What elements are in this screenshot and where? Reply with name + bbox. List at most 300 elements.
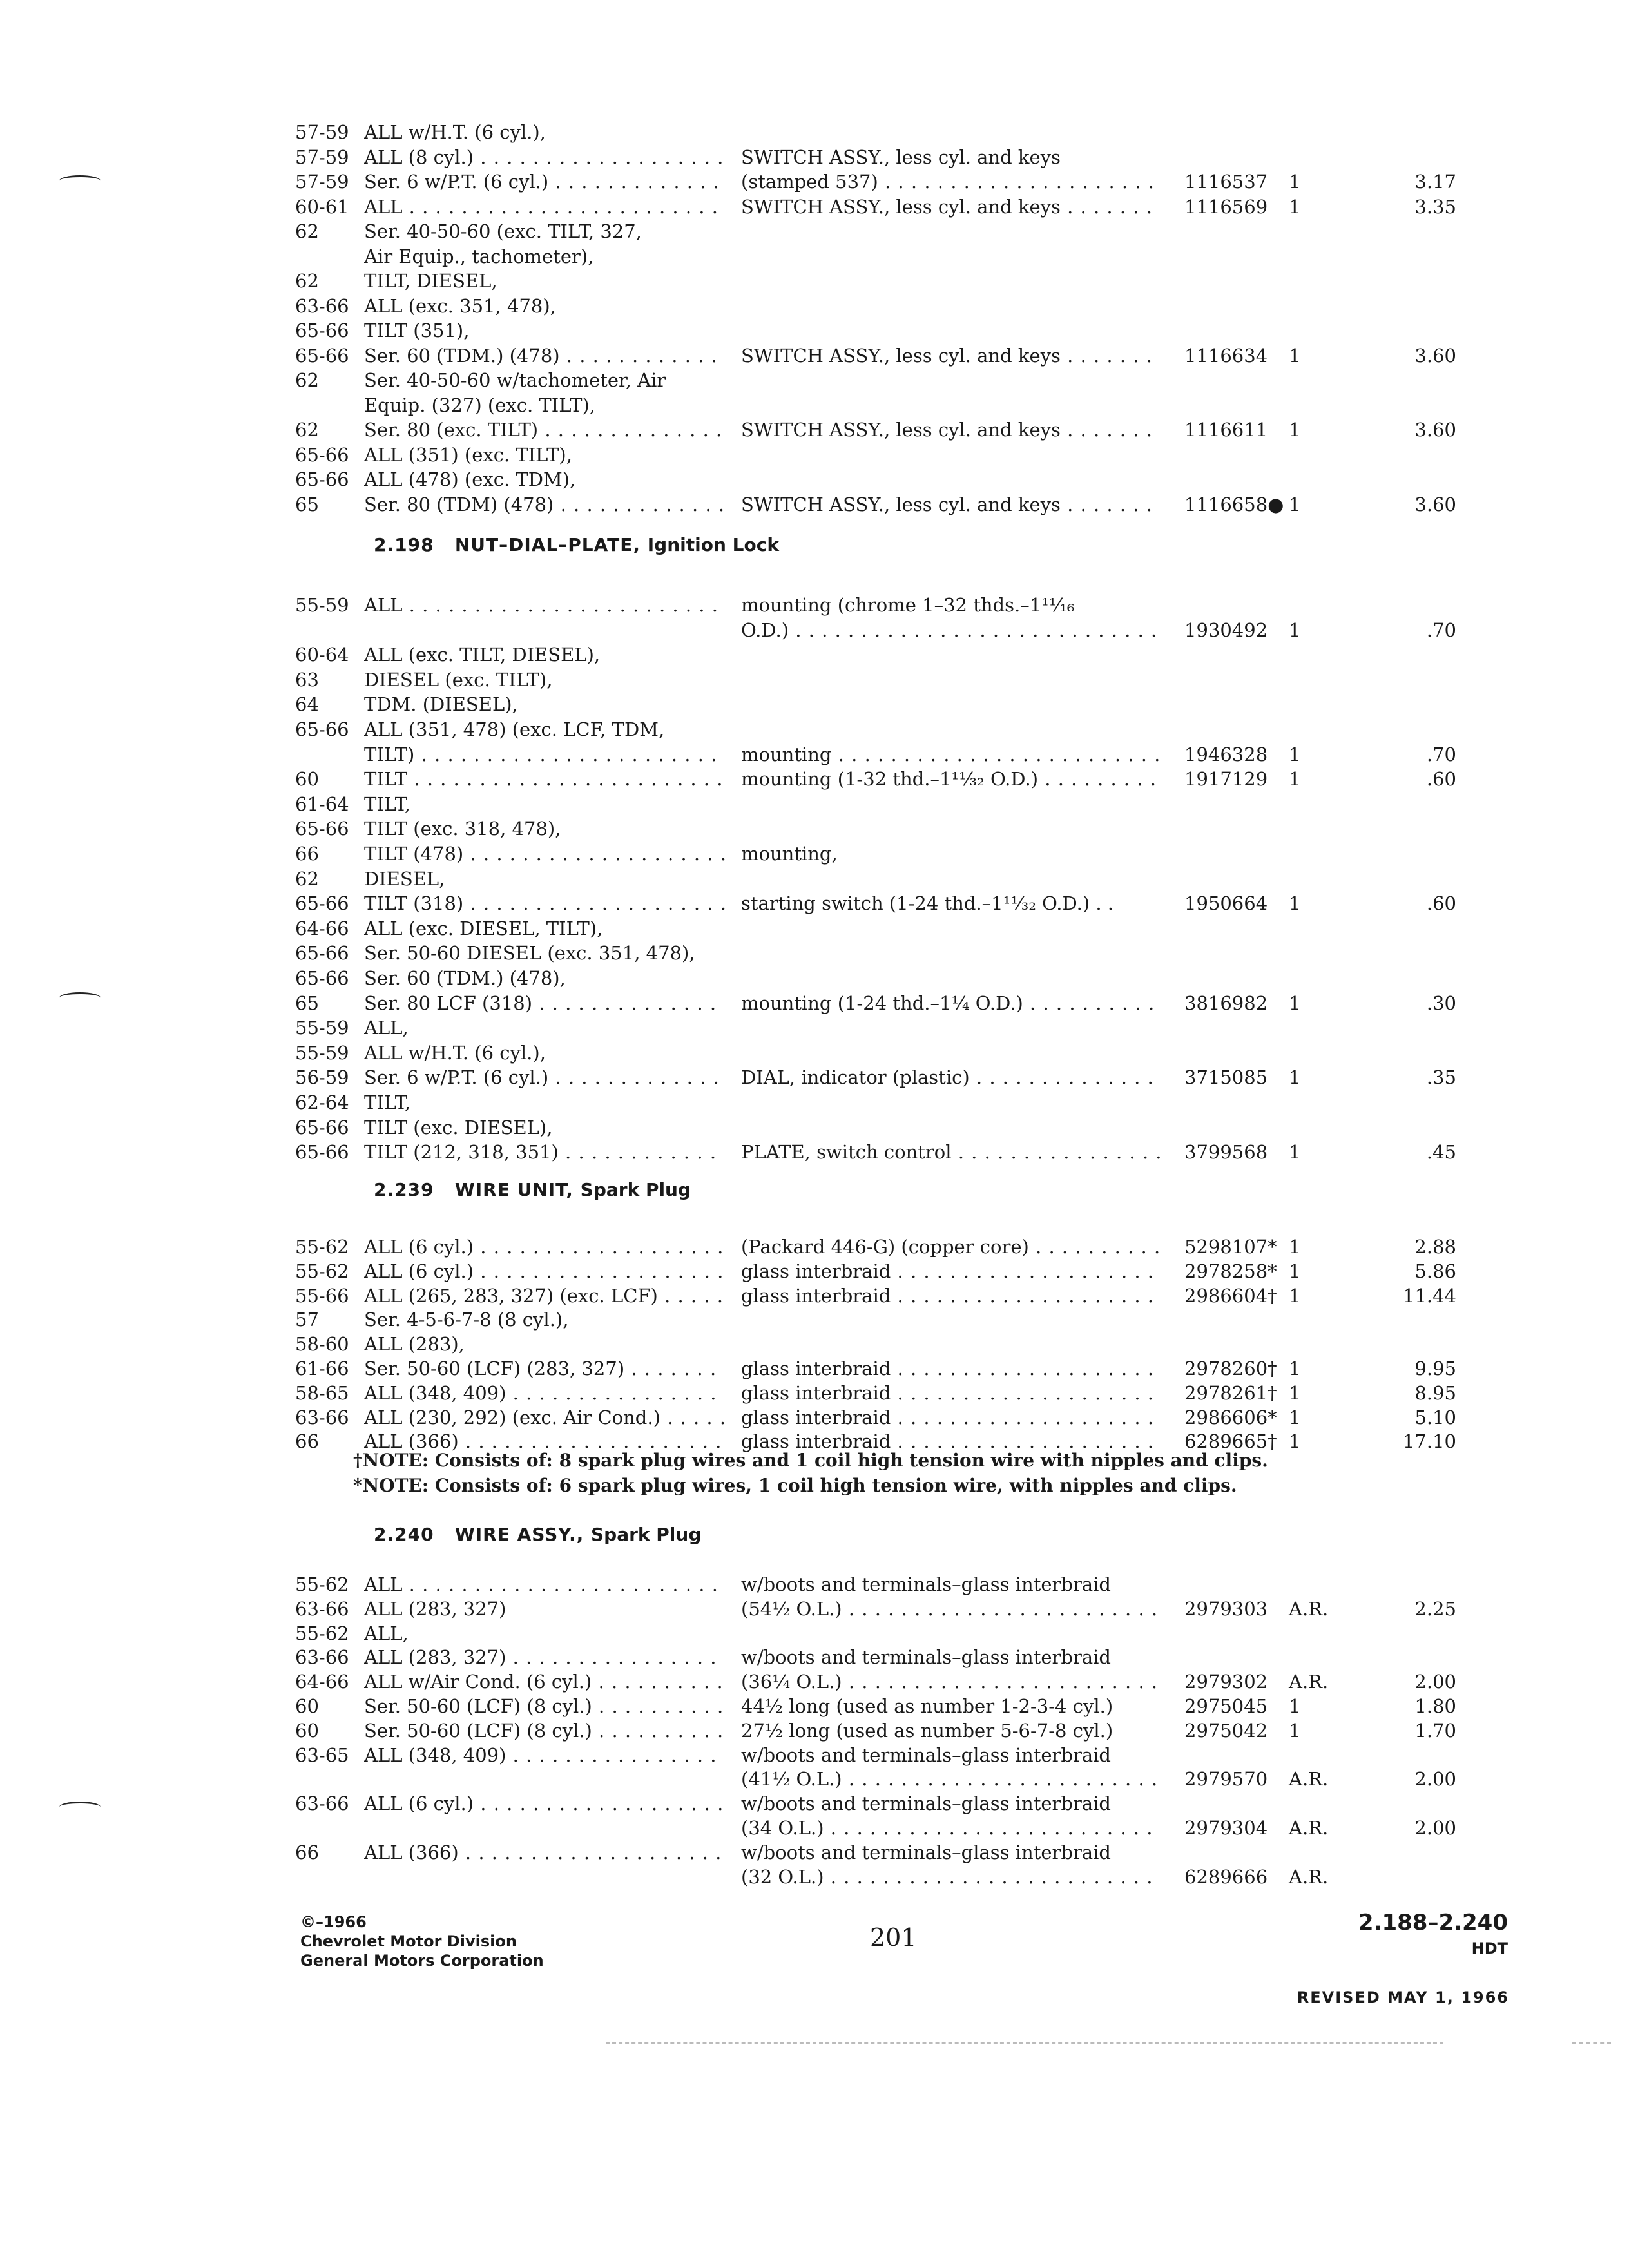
part-number: 1116537	[1184, 171, 1268, 193]
model-year: 65-66	[295, 1116, 349, 1139]
catalog-row	[0, 593, 1629, 617]
model-application: Ser. 50-60 DIESEL (exc. 351, 478),	[364, 942, 695, 965]
model-year: 66	[295, 1430, 319, 1453]
model-year: 65-66	[295, 818, 349, 840]
dagger-note: †NOTE: Consists of: 8 spark plug wires and 1 coil high tension wire with nipples and clips.	[353, 1450, 1268, 1471]
part-number: 6289666	[1184, 1865, 1268, 1888]
catalog-row	[0, 393, 1629, 418]
part-description: mounting (chrome 1–32 thds.–1¹¹⁄₁₆	[741, 594, 1075, 616]
catalog-row	[0, 120, 1629, 144]
quantity: 1	[1289, 768, 1301, 791]
part-description: glass interbraid . . .	[741, 1405, 1160, 1430]
price: 3.60	[1414, 419, 1456, 441]
quantity: 1	[1289, 1430, 1301, 1453]
catalog-row	[0, 1791, 1629, 1816]
catalog-row	[0, 269, 1629, 293]
model-application: ALL (478) (exc. TDM),	[364, 468, 576, 490]
part-number: 5298107*	[1184, 1236, 1277, 1258]
part-number: 1116611	[1184, 419, 1268, 441]
model-year: 55-66	[295, 1284, 349, 1307]
catalog-row	[0, 1572, 1629, 1597]
catalog-row	[0, 1694, 1629, 1718]
section-name: WIRE UNIT,	[454, 1179, 574, 1200]
model-year: 62-64	[295, 1091, 349, 1113]
model-application: Ser. 50-60 (LCF) (8 cyl.) . . .	[364, 1694, 725, 1718]
catalog-row	[0, 1767, 1629, 1791]
quantity: 1	[1289, 1284, 1301, 1307]
model-application: ALL (366) . . .	[364, 1840, 725, 1865]
catalog-row	[0, 1283, 1629, 1308]
model-year: 64-66	[295, 917, 349, 939]
model-year: 65-66	[295, 892, 349, 915]
scan-edge-line	[606, 2042, 1443, 2044]
model-application: ALL w/H.T. (6 cyl.),	[364, 1041, 546, 1064]
quantity: 1	[1289, 493, 1301, 515]
catalog-row	[0, 717, 1629, 742]
model-application: TILT, DIESEL,	[364, 270, 497, 292]
model-year: 55-59	[295, 1017, 349, 1039]
model-application: ALL (348, 409) . . .	[364, 1381, 725, 1405]
price: 11.44	[1402, 1284, 1456, 1307]
model-year: 65-66	[295, 718, 349, 740]
catalog-row	[0, 1621, 1629, 1646]
model-year: 65-66	[295, 942, 349, 965]
model-application: TILT,	[364, 1091, 410, 1113]
model-year: 64	[295, 693, 319, 716]
part-number: 3816982	[1184, 992, 1268, 1014]
model-application: TILT (212, 318, 351) . . .	[364, 1140, 725, 1164]
part-description: SWITCH ASSY., less cyl. and keys	[741, 146, 1061, 168]
catalog-row	[0, 1259, 1629, 1283]
model-application: ALL (283, 327)	[364, 1597, 506, 1620]
catalog-row	[0, 244, 1629, 269]
section-number: 2.239	[374, 1179, 434, 1200]
part-number: 2986606*	[1184, 1406, 1277, 1428]
catalog-row	[0, 1381, 1629, 1405]
part-description: glass interbraid . . .	[741, 1381, 1160, 1405]
model-application: ALL (exc. DIESEL, TILT),	[364, 917, 603, 939]
part-description: mounting (1-32 thd.–1¹¹⁄₃₂ O.D.) . . .	[741, 767, 1160, 791]
model-year: 60	[295, 1695, 319, 1717]
part-number: 1116634	[1184, 344, 1268, 367]
part-number: 2979570	[1184, 1768, 1268, 1791]
price: .70	[1426, 743, 1456, 765]
catalog-row	[0, 1356, 1629, 1381]
model-application: Ser. 40-50-60 w/tachometer, Air	[364, 369, 666, 391]
model-year: 56-59	[295, 1066, 349, 1089]
part-description: glass interbraid . . .	[741, 1356, 1160, 1381]
catalog-row	[0, 318, 1629, 343]
section-range: 2.188–2.240	[1358, 1910, 1508, 1936]
catalog-row	[0, 941, 1629, 965]
model-year: 61-66	[295, 1358, 349, 1379]
catalog-row	[0, 1115, 1629, 1140]
part-description: w/boots and terminals–glass interbraid	[741, 1646, 1111, 1669]
model-application: ALL w/H.T. (6 cyl.),	[364, 121, 546, 143]
catalog-row	[0, 1840, 1629, 1865]
section-heading-2-198	[374, 532, 779, 558]
model-year: 60	[295, 768, 319, 791]
part-number: 3799568	[1184, 1141, 1268, 1164]
model-application: Air Equip., tachometer),	[364, 245, 594, 267]
part-description: SWITCH ASSY., less cyl. and keys . . .	[741, 418, 1160, 442]
catalog-row	[0, 145, 1629, 169]
model-year: 63-66	[295, 1597, 349, 1620]
binder-hole-mark	[59, 175, 101, 186]
part-description: w/boots and terminals–glass interbraid	[741, 1573, 1111, 1595]
part-number: 1917129	[1184, 768, 1268, 791]
price: 9.95	[1414, 1358, 1456, 1379]
model-application: ALL (265, 283, 327) (exc. LCF) . . .	[364, 1283, 725, 1308]
model-year: 63-66	[295, 1646, 349, 1669]
part-description: (Packard 446-G) (copper core) . . .	[741, 1235, 1160, 1259]
model-application: ALL . . .	[364, 1572, 725, 1597]
part-number: 2986604†	[1184, 1284, 1277, 1307]
catalog-row	[0, 492, 1629, 517]
catalog-row	[0, 1332, 1629, 1356]
quantity: A.R.	[1289, 1817, 1329, 1839]
model-application: ALL (6 cyl.) . . .	[364, 1235, 725, 1259]
catalog-row	[0, 1718, 1629, 1743]
quantity: A.R.	[1289, 1865, 1329, 1888]
copyright: ©–1966	[300, 1913, 367, 1931]
model-application: Ser. 40-50-60 (exc. TILT, 327,	[364, 220, 642, 242]
price: 5.10	[1414, 1406, 1456, 1428]
quantity: 1	[1289, 992, 1301, 1014]
part-number: 2979303	[1184, 1597, 1268, 1620]
model-year: 63-66	[295, 294, 349, 317]
part-description: SWITCH ASSY., less cyl. and keys . . .	[741, 343, 1160, 368]
section-number: 2.240	[374, 1524, 434, 1545]
catalog-row	[0, 418, 1629, 442]
quantity: 1	[1289, 619, 1301, 641]
model-year: 66	[295, 1841, 319, 1863]
catalog-row	[0, 1235, 1629, 1259]
quantity: A.R.	[1289, 1768, 1329, 1791]
part-number: 2975042	[1184, 1719, 1268, 1742]
revision-date: REVISED MAY 1, 1966	[1296, 1988, 1509, 2006]
part-number: 6289665†	[1184, 1430, 1277, 1453]
model-year: 62	[295, 867, 319, 890]
part-number: 2978260†	[1184, 1358, 1277, 1379]
catalog-code: HDT	[1471, 1939, 1508, 1957]
model-year: 55-62	[295, 1236, 349, 1258]
price: 8.95	[1414, 1381, 1456, 1404]
model-application: ALL (6 cyl.) . . .	[364, 1259, 725, 1283]
part-description: 27½ long (used as number 5-6-7-8 cyl.)	[741, 1719, 1113, 1742]
model-year: 64-66	[295, 1671, 349, 1693]
part-number: 1930492	[1184, 619, 1268, 641]
model-application: ALL (exc. TILT, DIESEL),	[364, 644, 601, 666]
part-description: (36¼ O.L.) . . .	[741, 1669, 1160, 1694]
price: 1.70	[1414, 1719, 1456, 1742]
part-description: (41½ O.L.) . . .	[741, 1767, 1160, 1791]
catalog-row	[0, 1015, 1629, 1040]
catalog-row	[0, 618, 1629, 642]
price: 2.25	[1414, 1597, 1456, 1620]
section-number: 2.198	[374, 534, 434, 555]
model-application: TILT . . .	[364, 767, 725, 791]
part-description: (54½ O.L.) . . .	[741, 1597, 1160, 1621]
catalog-row	[0, 195, 1629, 219]
model-application: ALL (351) (exc. TILT),	[364, 443, 572, 466]
part-number: 1950664	[1184, 892, 1268, 915]
section-subname: Spark Plug	[580, 1179, 691, 1200]
catalog-row	[0, 1140, 1629, 1164]
quantity: 1	[1289, 171, 1301, 193]
quantity: A.R.	[1289, 1671, 1329, 1693]
model-year: 58-60	[295, 1333, 349, 1356]
quantity: 1	[1289, 1066, 1301, 1089]
part-description: glass interbraid . . .	[741, 1429, 1160, 1454]
part-description: mounting,	[741, 843, 838, 865]
model-year: 63	[295, 668, 319, 691]
model-year: 65-66	[295, 320, 349, 341]
model-application: Ser. 4-5-6-7-8 (8 cyl.),	[364, 1309, 569, 1331]
model-year: 65-66	[295, 1141, 349, 1164]
part-description: SWITCH ASSY., less cyl. and keys . . .	[741, 195, 1160, 219]
catalog-row	[0, 742, 1629, 767]
part-number: 1116569	[1184, 195, 1268, 218]
model-application: ALL (351, 478) (exc. LCF, TDM,	[364, 718, 665, 740]
model-application: TILT,	[364, 793, 410, 815]
model-year: 55-59	[295, 1041, 349, 1064]
model-year: 55-59	[295, 594, 349, 616]
catalog-row	[0, 1743, 1629, 1767]
model-application: ALL w/Air Cond. (6 cyl.) . . .	[364, 1669, 725, 1694]
model-application: TILT (351),	[364, 320, 470, 341]
catalog-row	[0, 642, 1629, 667]
price: .30	[1426, 992, 1456, 1014]
model-year: 65-66	[295, 468, 349, 490]
part-description: (34 O.L.) . . .	[741, 1816, 1160, 1840]
model-application: Ser. 6 w/P.T. (6 cyl.) . . .	[364, 169, 725, 194]
part-description: w/boots and terminals–glass interbraid	[741, 1792, 1111, 1815]
part-description: 44½ long (used as number 1-2-3-4 cyl.)	[741, 1695, 1113, 1717]
quantity: 1	[1289, 1358, 1301, 1379]
price: 2.00	[1414, 1768, 1456, 1791]
price: 2.00	[1414, 1671, 1456, 1693]
model-year: 55-62	[295, 1260, 349, 1282]
scan-edge-line	[1572, 2042, 1611, 2044]
model-year: 58-65	[295, 1381, 349, 1404]
catalog-row	[0, 916, 1629, 941]
model-application: DIESEL,	[364, 867, 445, 890]
price: .60	[1426, 768, 1456, 791]
catalog-row	[0, 668, 1629, 692]
binder-hole-mark	[59, 992, 101, 1003]
model-year: 63-66	[295, 1792, 349, 1815]
catalog-row	[0, 343, 1629, 368]
quantity: 1	[1289, 1141, 1301, 1164]
model-application: ALL,	[364, 1017, 409, 1039]
model-application: Ser. 60 (TDM.) (478),	[364, 967, 566, 989]
model-year: 62	[295, 270, 319, 292]
model-application: TILT (exc. DIESEL),	[364, 1116, 553, 1139]
price: .45	[1426, 1141, 1456, 1164]
catalog-row	[0, 792, 1629, 816]
part-description: PLATE, switch control . . .	[741, 1140, 1160, 1164]
model-application: ALL (348, 409) . . .	[364, 1743, 725, 1767]
model-year: 61-64	[295, 793, 349, 815]
part-description: (stamped 537) . . .	[741, 169, 1160, 194]
catalog-row	[0, 841, 1629, 866]
model-year: 57-59	[295, 171, 349, 193]
catalog-row	[0, 891, 1629, 916]
price: .70	[1426, 619, 1456, 641]
price: 2.88	[1414, 1236, 1456, 1258]
model-application: ALL (283),	[364, 1333, 465, 1356]
model-year: 55-62	[295, 1622, 349, 1644]
model-application: ALL (8 cyl.) . . .	[364, 145, 725, 169]
model-year: 66	[295, 843, 319, 865]
model-year: 57	[295, 1309, 319, 1331]
model-application: Ser. 60 (TDM.) (478) . . .	[364, 343, 725, 368]
section-name: NUT–DIAL–PLATE,	[454, 534, 641, 555]
part-number: 2978261†	[1184, 1381, 1277, 1404]
price: 1.80	[1414, 1695, 1456, 1717]
part-description: mounting (1-24 thd.–1¼ O.D.) . . .	[741, 991, 1160, 1015]
price: 5.86	[1414, 1260, 1456, 1282]
part-description: (32 O.L.) . . .	[741, 1865, 1160, 1889]
model-application: Ser. 80 (TDM) (478) . . .	[364, 492, 725, 517]
catalog-row	[0, 1816, 1629, 1840]
model-application: TILT) . . .	[364, 742, 725, 767]
price: .60	[1426, 892, 1456, 915]
catalog-row	[0, 816, 1629, 841]
model-application: DIESEL (exc. TILT),	[364, 668, 553, 691]
catalog-row	[0, 1669, 1629, 1694]
model-application: ALL (exc. 351, 478),	[364, 294, 556, 317]
model-application: Ser. 80 (exc. TILT) . . .	[364, 418, 725, 442]
catalog-row	[0, 294, 1629, 318]
asterisk-note: *NOTE: Consists of: 6 spark plug wires, 1 coil high tension wire, with nipples and clips.	[353, 1475, 1237, 1496]
price: 3.60	[1414, 344, 1456, 367]
part-number: 1116658●	[1184, 493, 1284, 515]
catalog-row	[0, 966, 1629, 990]
quantity: 1	[1289, 743, 1301, 765]
price: 2.00	[1414, 1817, 1456, 1839]
catalog-row	[0, 1307, 1629, 1332]
quantity: 1	[1289, 195, 1301, 218]
quantity: 1	[1289, 1406, 1301, 1428]
catalog-row	[0, 443, 1629, 467]
model-year: 62	[295, 419, 319, 441]
model-year: 63-65	[295, 1744, 349, 1766]
model-application: ALL (230, 292) (exc. Air Cond.) . . .	[364, 1405, 725, 1430]
section-subname: Spark Plug	[590, 1524, 702, 1545]
part-description: w/boots and terminals–glass interbraid	[741, 1841, 1111, 1863]
catalog-row	[0, 692, 1629, 716]
part-description: mounting . . .	[741, 742, 1160, 767]
price: 17.10	[1402, 1430, 1456, 1453]
model-application: TDM. (DIESEL),	[364, 693, 518, 716]
catalog-row	[0, 1041, 1629, 1065]
section-heading-2-239	[374, 1177, 691, 1203]
part-description: glass interbraid . . .	[741, 1283, 1160, 1308]
catalog-row	[0, 1645, 1629, 1669]
catalog-row	[0, 1065, 1629, 1090]
price: 3.35	[1414, 195, 1456, 218]
part-number: 2975045	[1184, 1695, 1268, 1717]
model-application: TILT (318) . . .	[364, 891, 725, 916]
part-description: SWITCH ASSY., less cyl. and keys . . .	[741, 492, 1160, 517]
model-year: 65-66	[295, 967, 349, 989]
quantity: 1	[1289, 419, 1301, 441]
section-name: WIRE ASSY.,	[454, 1524, 584, 1545]
price: 3.17	[1414, 171, 1456, 193]
model-application: Equip. (327) (exc. TILT),	[364, 394, 595, 416]
price: .35	[1426, 1066, 1456, 1089]
part-number: 2979304	[1184, 1817, 1268, 1839]
model-year: 60-61	[295, 195, 349, 218]
model-application: Ser. 50-60 (LCF) (283, 327) . . .	[364, 1356, 725, 1381]
model-application: ALL . . .	[364, 593, 725, 617]
part-description: glass interbraid . . .	[741, 1259, 1160, 1283]
quantity: 1	[1289, 1695, 1301, 1717]
part-description: DIAL, indicator (plastic) . . .	[741, 1065, 1160, 1090]
model-year: 62	[295, 369, 319, 391]
model-year: 62	[295, 220, 319, 242]
model-application: ALL (283, 327) . . .	[364, 1645, 725, 1669]
section-heading-2-240	[374, 1522, 701, 1548]
quantity: 1	[1289, 1260, 1301, 1282]
division: Chevrolet Motor Division	[300, 1932, 517, 1950]
part-description: starting switch (1-24 thd.–1¹¹⁄₃₂ O.D.) . .	[741, 892, 1114, 915]
part-number: 1946328	[1184, 743, 1268, 765]
model-year: 57-59	[295, 121, 349, 143]
quantity: 1	[1289, 1236, 1301, 1258]
catalog-row	[0, 1090, 1629, 1115]
model-application: Ser. 50-60 (LCF) (8 cyl.) . . .	[364, 1718, 725, 1743]
model-application: TILT (478) . . .	[364, 841, 725, 866]
model-year: 65	[295, 992, 319, 1014]
catalog-row	[0, 767, 1629, 791]
model-application: ALL,	[364, 1622, 409, 1644]
catalog-row	[0, 368, 1629, 392]
catalog-row	[0, 169, 1629, 194]
model-year: 60	[295, 1719, 319, 1742]
section-subname: Ignition Lock	[647, 534, 779, 555]
model-year: 65	[295, 493, 319, 515]
model-year: 65-66	[295, 443, 349, 466]
part-description: w/boots and terminals–glass interbraid	[741, 1744, 1111, 1766]
corporation: General Motors Corporation	[300, 1952, 544, 1970]
part-number: 2978258*	[1184, 1260, 1277, 1282]
part-number: 3715085	[1184, 1066, 1268, 1089]
model-year: 63-66	[295, 1406, 349, 1428]
model-year: 55-62	[295, 1573, 349, 1595]
quantity: A.R.	[1289, 1597, 1329, 1620]
model-year: 65-66	[295, 344, 349, 367]
model-application: ALL . . .	[364, 195, 725, 219]
model-application: ALL (6 cyl.) . . .	[364, 1791, 725, 1816]
price: 3.60	[1414, 493, 1456, 515]
quantity: 1	[1289, 1719, 1301, 1742]
model-application: Ser. 80 LCF (318) . . .	[364, 991, 725, 1015]
part-description: O.D.) . . .	[741, 618, 1160, 642]
part-number: 2979302	[1184, 1671, 1268, 1693]
model-application: TILT (exc. 318, 478),	[364, 818, 561, 840]
quantity: 1	[1289, 1381, 1301, 1404]
model-application: ALL (366) . . .	[364, 1429, 725, 1454]
quantity: 1	[1289, 344, 1301, 367]
quantity: 1	[1289, 892, 1301, 915]
catalog-row	[0, 1405, 1629, 1430]
binder-hole-mark	[59, 1802, 101, 1812]
catalog-row	[0, 867, 1629, 891]
catalog-row	[0, 1865, 1629, 1889]
